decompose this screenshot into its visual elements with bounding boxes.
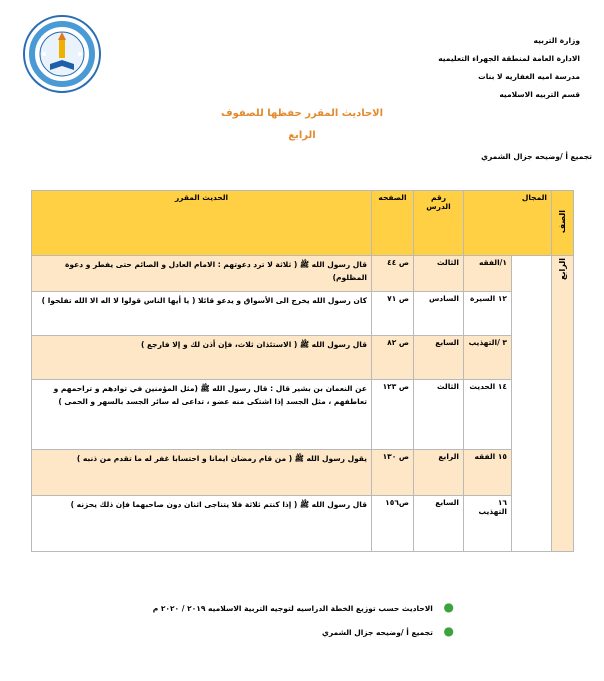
- page-cell: ص ٧١: [372, 292, 414, 336]
- grade-column-header: الصف: [552, 191, 574, 256]
- table-row: [32, 336, 574, 380]
- list-item: [34, 624, 454, 648]
- page-title: الاحاديث المقرر حفظها للصفوف: [220, 108, 384, 119]
- hadith-cell: كان رسول الله يخرج الى الأسواق و يدعو قائلا ( يا أيها الناس قولوا لا اله الا الله تفلحوا ): [32, 292, 372, 336]
- lesson-cell: السادس: [414, 292, 464, 336]
- hadith-cell: قال رسول الله ﷺ ( إذا كنتم ثلاثة فلا يتناجى اثنان دون صاحبهما فإن ذلك يحزنه ): [32, 496, 372, 552]
- hadith-cell: قال رسول الله ﷺ ( الاستئذان ثلاث، فإن أذن لك و إلا فارجع ): [32, 336, 372, 380]
- lesson-cell: السابع: [414, 496, 464, 552]
- table-row: [32, 496, 574, 552]
- grade-cell: الرابع: [552, 256, 574, 552]
- grade-subtitle: الرابع: [288, 130, 316, 141]
- list-item: [34, 600, 454, 624]
- page-cell: ص ٨٢: [372, 336, 414, 380]
- compiler-note: تجميع أ /وضيحه جزال الشمري: [322, 628, 433, 637]
- lesson-cell: السابع: [414, 336, 464, 380]
- compiler-name: تجميع أ /وضيحه جزال الشمري: [481, 152, 592, 161]
- bullet-icon: ●: [443, 624, 454, 638]
- page-cell: ص١٥٦: [372, 496, 414, 552]
- hadith-table: [31, 190, 574, 552]
- hadith-column-header: الحديث المقرر: [32, 191, 372, 256]
- page-cell: ص ١٢٣: [372, 380, 414, 450]
- header-line-school: مدرسة اميه الغفاريه لا بنات: [478, 72, 580, 81]
- ministry-header: [320, 34, 580, 106]
- table-row: [32, 292, 574, 336]
- table-row: [32, 450, 574, 496]
- hadith-cell: عن النعمان بن بشير قال : قال رسول الله ﷺ (مثل المؤمنين في توادهم و تراحمهم و تعاطفهم ، مثل الجسد إذا اشتكى منه عضو ، تداعى له سائر الجسد بالسهر و الحمى ): [32, 380, 372, 450]
- area-cell: ١/الفقه: [464, 256, 512, 292]
- area-cell: ١٢ السيرة: [464, 292, 512, 336]
- page-column-header: الصفحه: [372, 191, 414, 256]
- bullet-icon: ●: [443, 600, 454, 614]
- area-cell: ١٦ التهذيب: [464, 496, 512, 552]
- footnotes: [34, 600, 454, 648]
- lesson-column-header: رقم الدرس: [414, 191, 464, 256]
- area-column-header: المجال: [464, 191, 552, 256]
- area-cell: ١٥ الفقه: [464, 450, 512, 496]
- area-cell: ٣ /التهذيب: [464, 336, 512, 380]
- school-logo-icon: [22, 14, 102, 94]
- lesson-cell: الرابع: [414, 450, 464, 496]
- table-header-row: [32, 191, 574, 256]
- header-line-directorate: الادارة العامة لمنطقة الجهراء التعليميه: [438, 54, 580, 63]
- page-cell: ص ١٣٠: [372, 450, 414, 496]
- header-line-department: قسم التربيه الاسلاميه: [499, 90, 580, 99]
- plan-note: الاحاديث حسب توزيع الخطة الدراسيه لتوجيه التربية الاسلاميه ٢٠١٩ / ٢٠٢٠ م: [152, 604, 433, 613]
- lesson-cell: الثالث: [414, 380, 464, 450]
- area-cell: ١٤ الحديث: [464, 380, 512, 450]
- hadith-cell: يقول رسول الله ﷺ ( من قام رمضان ايمانا و احتسابا غفر له ما تقدم من ذنبه ): [32, 450, 372, 496]
- table-row: [32, 256, 574, 292]
- hadith-cell: قال رسول الله ﷺ ( ثلاثة لا ترد دعوتهم : الامام العادل و الصائم حتى يفطر و دعوة المظلوم): [32, 256, 372, 292]
- page-cell: ص ٤٤: [372, 256, 414, 292]
- lesson-cell: الثالث: [414, 256, 464, 292]
- header-line-ministry: وزارة التربيه: [533, 36, 580, 45]
- table-row: [32, 380, 574, 450]
